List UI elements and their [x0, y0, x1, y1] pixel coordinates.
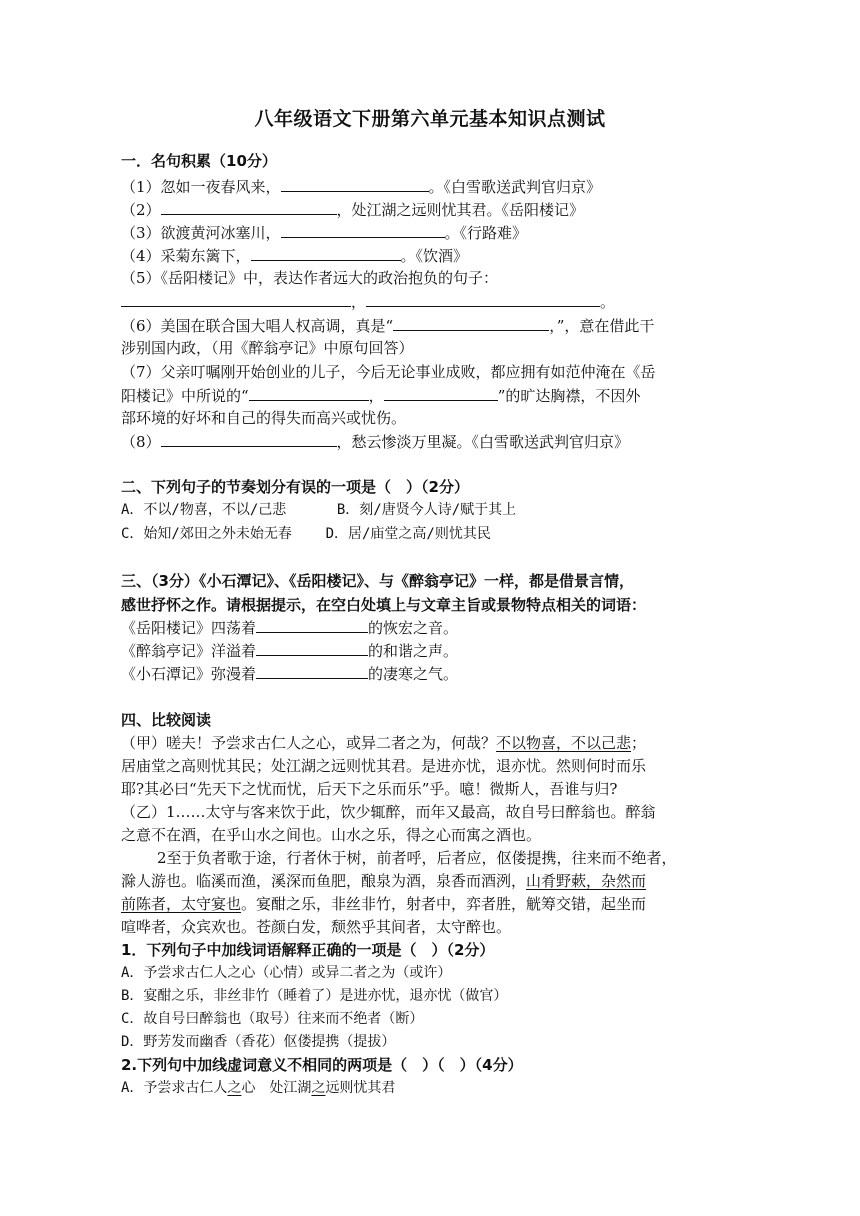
passage-text: （甲）嗟夫！予尝求古仁人之心，或异二者之为，何哉？ — [121, 734, 497, 752]
q1-3-text: （3）欲渡黄河冰塞川， — [121, 224, 281, 242]
passage-yi-line-6: 喧哗者，众宾欢也。苍颜白发，颓然乎其间者，太守醉也。 — [121, 918, 512, 936]
section-2-heading: 二、下列句子的节奏划分有误的一项是（ ）（2分） — [121, 478, 469, 496]
line-1-end: 的恢宏之音。 — [368, 619, 459, 637]
question-1-7-blanks — [121, 384, 741, 406]
section-3-line-3 — [121, 662, 741, 684]
passage-jia-line-1 — [121, 732, 741, 754]
line-3-end: 的凄寒之气。 — [368, 665, 459, 683]
q1-6-text: （6）美国在联合国大唱人权高调，真是“ — [121, 317, 394, 335]
question-4-2: 2.下列句中加线虚词意义不相同的两项是（ ）（ ）（4分） — [121, 1056, 523, 1074]
line-3-text: 《小石潭记》弥漫着 — [121, 665, 257, 683]
section-3-line-2 — [121, 639, 741, 661]
option-text: 远则忧其君 — [325, 1080, 396, 1096]
answer-blank[interactable] — [281, 221, 445, 238]
q1-1-source: 。《白雪歌送武判官归京》 — [428, 178, 602, 196]
line-2-text: 《醉翁亭记》洋溢着 — [121, 642, 257, 660]
answer-blank[interactable] — [256, 639, 368, 656]
passage-jia-line-2: 居庙堂之高则忧其民；处江湖之远则忧其君。是进亦忧，退亦忧。然则何时而乐 — [121, 757, 647, 775]
q1-1-text: （1）忽如一夜春风来， — [121, 178, 281, 196]
question-4-1-option-c: C．故自号曰醉翁也（取号）往来而不绝者（断） — [121, 1011, 424, 1027]
underlined-sentence: 不以物喜，不以己悲 — [496, 734, 632, 752]
underlined-word: 之 — [227, 1080, 242, 1096]
passage-text: ； — [631, 734, 647, 752]
question-4-1-option-b: B．宴酣之乐，非丝非竹（睡着了）是进亦忧，退亦忧（做官） — [121, 988, 508, 1004]
q1-8-text: （8） — [121, 433, 161, 451]
answer-blank[interactable] — [251, 244, 401, 261]
question-1-7: （7）父亲叮嘱刚开始创业的儿子，今后无论事业成败，都应拥有如范仲淹在《岳 — [121, 363, 656, 381]
q1-7-text: 阳楼记》中所说的“ — [121, 387, 249, 405]
underlined-sentence: 前陈者，太守宴也 — [121, 895, 242, 913]
answer-blank[interactable] — [256, 662, 368, 679]
question-4-1: 1．下列句子中加线词语解释正确的一项是（ ）（2分） — [121, 941, 495, 959]
answer-blank[interactable] — [281, 175, 429, 192]
question-4-2-option-a — [121, 1077, 741, 1099]
question-1-5: （5）《岳阳楼记》中，表达作者远大的政治抱负的句子： — [121, 269, 499, 287]
option-c: C．始知/郊田之外未始无春 — [121, 526, 292, 542]
section-3-heading-cont: 感世抒怀之作。请根据提示，在空白处填上与文章主旨或景物特点相关的词语： — [121, 596, 647, 614]
section-3-line-1 — [121, 616, 741, 638]
question-1-8 — [121, 430, 741, 452]
passage-yi-line-3: 2至于负者歌于途，行者休于树，前者呼，后者应，伛偻提携，往来而不绝者， — [157, 849, 677, 867]
question-1-7-cont: 部环境的好坏和自己的得失而高兴或忧伤。 — [121, 409, 407, 427]
option-b: B．刻/唐贤今人诗/赋于其上 — [336, 502, 517, 518]
section-1-heading: 一．名句积累（10分） — [121, 152, 277, 170]
passage-text: 滁人游也。临溪而渔，溪深而鱼肥，酿泉为酒，泉香而酒洌， — [121, 872, 527, 890]
option-d: D．居/庙堂之高/则忧其民 — [325, 526, 491, 542]
passage-yi-line-1: （乙）1……太守与客来饮于此，饮少辄醉，而年又最高，故自号曰醉翁也。醉翁 — [121, 803, 656, 821]
passage-yi-line-5 — [121, 893, 741, 915]
option-text: 心 处江湖 — [241, 1080, 312, 1096]
section-4-heading: 四、比较阅读 — [121, 711, 212, 729]
answer-blank[interactable] — [161, 198, 337, 215]
period: 。 — [600, 293, 616, 311]
passage-jia-line-3: 耶?其必曰“先天下之忧而忧，后天下之乐而乐”乎。噫！微斯人，吾谁与归? — [121, 780, 618, 798]
question-1-4 — [121, 244, 741, 266]
question-1-5-blanks — [121, 290, 741, 312]
q1-4-source: 。《饮酒》 — [400, 247, 469, 265]
passage-yi-line-2: 之意不在酒，在乎山水之间也。山水之乐，得之心而寓之酒也。 — [121, 826, 542, 844]
question-4-1-option-d: D．野芳发而幽香（香花）伛偻提携（提拔） — [121, 1034, 396, 1050]
answer-blank[interactable] — [256, 616, 368, 633]
q1-2-text: （2） — [121, 201, 161, 219]
q1-4-text: （4）采菊东篱下， — [121, 247, 251, 265]
line-2-end: 的和谐之声。 — [368, 642, 459, 660]
answer-blank[interactable] — [384, 384, 498, 401]
question-1-6 — [121, 314, 741, 336]
comma: ， — [351, 293, 367, 311]
comma: ， — [368, 387, 384, 405]
page-title: 八年级语文下册第六单元基本知识点测试 — [254, 108, 606, 130]
q1-2-source: ，处江湖之远则忧其君。《岳阳楼记》 — [336, 201, 585, 219]
section-3-heading: 三、（3分）《小石潭记》、《岳阳楼记》、与《醉翁亭记》一样，都是借景言情， — [121, 572, 634, 590]
option-text: A．予尝求古仁人 — [121, 1080, 228, 1096]
line-1-text: 《岳阳楼记》四荡着 — [121, 619, 257, 637]
q1-7-text-end: ”的旷达胸襟，不因外 — [497, 387, 641, 405]
section-2-options-ab — [121, 499, 741, 521]
question-4-1-option-a: A．予尝求古仁人之心（心情）或异二者之为（或许） — [121, 965, 452, 981]
section-2-options-cd — [121, 523, 741, 545]
answer-blank[interactable] — [393, 314, 549, 331]
underlined-sentence: 山肴野蔌，杂然而 — [526, 872, 647, 890]
passage-yi-line-4 — [121, 870, 741, 892]
q1-3-source: 。《行路难》 — [444, 224, 528, 242]
underlined-word: 之 — [311, 1080, 326, 1096]
answer-blank[interactable] — [161, 430, 337, 447]
answer-blank[interactable] — [249, 384, 369, 401]
question-1-1 — [121, 175, 741, 197]
answer-blank[interactable] — [366, 290, 600, 307]
passage-text: 。宴酣之乐，非丝非竹，射者中，弈者胜，觥筹交错，起坐而 — [241, 895, 647, 913]
question-1-2 — [121, 198, 741, 220]
question-1-6-cont: 涉别国内政，（用《醉翁亭记》中原句回答） — [121, 339, 414, 357]
q1-6-text-end: ，”，意在借此干 — [549, 317, 655, 335]
answer-blank[interactable] — [121, 290, 351, 307]
option-a: A．不以/物喜，不以/己悲 — [121, 502, 287, 518]
q1-8-source: ，愁云惨淡万里凝。《白雪歌送武判官归京》 — [336, 433, 630, 451]
question-1-3 — [121, 221, 741, 243]
